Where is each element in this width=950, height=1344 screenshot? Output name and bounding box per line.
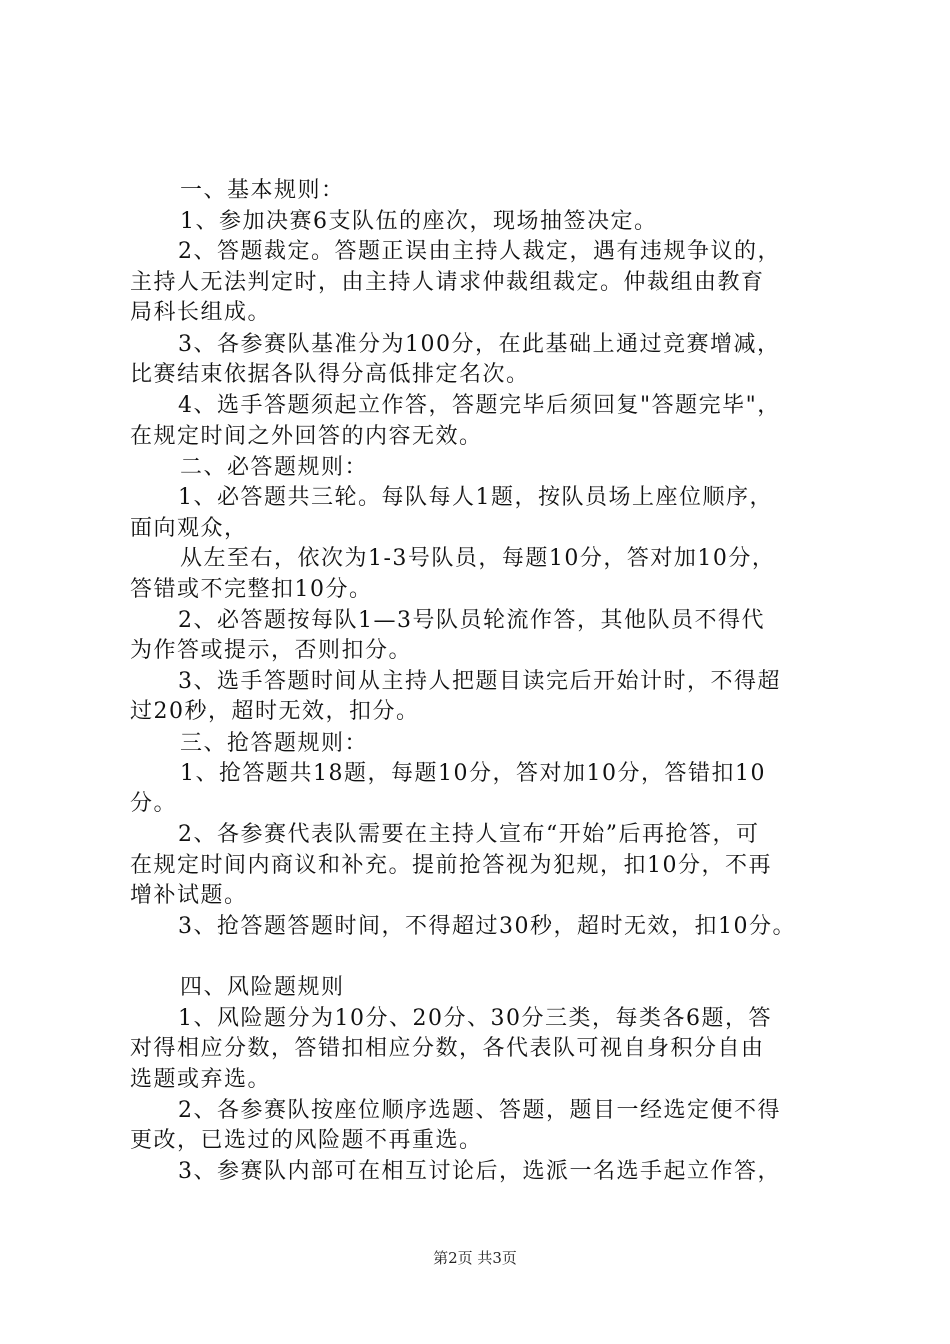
paragraph-line: 比赛结束依据各队得分高低排定名次。 — [130, 362, 530, 387]
heading-buzzer-questions: 三、抢答题规则： — [180, 731, 369, 756]
paragraph-line: 增补试题。 — [130, 883, 248, 908]
paragraph-line: 2、答题裁定。答题正误由主持人裁定，遇有违规争议的， — [178, 239, 781, 264]
page-number-footer: 第2页 共3页 — [433, 1249, 517, 1267]
paragraph-line: 更改，已选过的风险题不再重选。 — [130, 1128, 483, 1153]
paragraph-line: 主持人无法判定时，由主持人请求仲裁组裁定。仲裁组由教育 — [130, 270, 765, 295]
paragraph-line: 3、各参赛队基准分为100分，在此基础上通过竞赛增减， — [178, 332, 781, 357]
paragraph-line: 2、各参赛代表队需要在主持人宣布“开始”后再抢答，可 — [178, 822, 760, 847]
paragraph-line: 从左至右，依次为1-3号队员，每题10分，答对加10分， — [180, 546, 776, 571]
paragraph-line: 面向观众， — [130, 516, 248, 541]
paragraph-line: 选题或弃选。 — [130, 1067, 272, 1092]
paragraph-line: 在规定时间之外回答的内容无效。 — [130, 424, 483, 449]
paragraph-line: 1、抢答题共18题，每题10分，答对加10分，答错扣10 — [180, 761, 766, 786]
paragraph-line: 1、参加决赛6支队伍的座次，现场抽签决定。 — [180, 209, 658, 234]
paragraph-line: 对得相应分数，答错扣相应分数，各代表队可视自身积分自由 — [130, 1036, 765, 1061]
paragraph-line: 4、选手答题须起立作答，答题完毕后须回复"答题完毕"， — [178, 393, 781, 418]
heading-risk-questions: 四、风险题规则 — [180, 975, 345, 1000]
paragraph-line: 局科长组成。 — [130, 300, 272, 325]
paragraph-line: 2、必答题按每队1—3号队员轮流作答，其他队员不得代 — [178, 608, 765, 633]
paragraph-line: 3、选手答题时间从主持人把题目读完后开始计时，不得超 — [178, 669, 781, 694]
heading-basic-rules: 一、基本规则： — [180, 178, 345, 203]
paragraph-line: 3、参赛队内部可在相互讨论后，选派一名选手起立作答， — [178, 1159, 781, 1184]
paragraph-line: 过20秒，超时无效，扣分。 — [130, 699, 420, 724]
paragraph-line: 答错或不完整扣10分。 — [130, 577, 373, 602]
heading-required-questions: 二、必答题规则： — [180, 455, 369, 480]
paragraph-line: 分。 — [130, 791, 178, 816]
paragraph-line: 3、抢答题答题时间，不得超过30秒，超时无效，扣10分。 — [178, 914, 796, 939]
paragraph-line: 为作答或提示，否则扣分。 — [130, 638, 413, 663]
paragraph-line: 在规定时间内商议和补充。提前抢答视为犯规，扣10分，不再 — [130, 853, 772, 878]
paragraph-line: 2、各参赛队按座位顺序选题、答题，题目一经选定便不得 — [178, 1098, 781, 1123]
paragraph-line: 1、必答题共三轮。每队每人1题，按队员场上座位顺序， — [178, 485, 773, 510]
paragraph-line: 1、风险题分为10分、20分、30分三类，每类各6题，答 — [178, 1006, 772, 1031]
